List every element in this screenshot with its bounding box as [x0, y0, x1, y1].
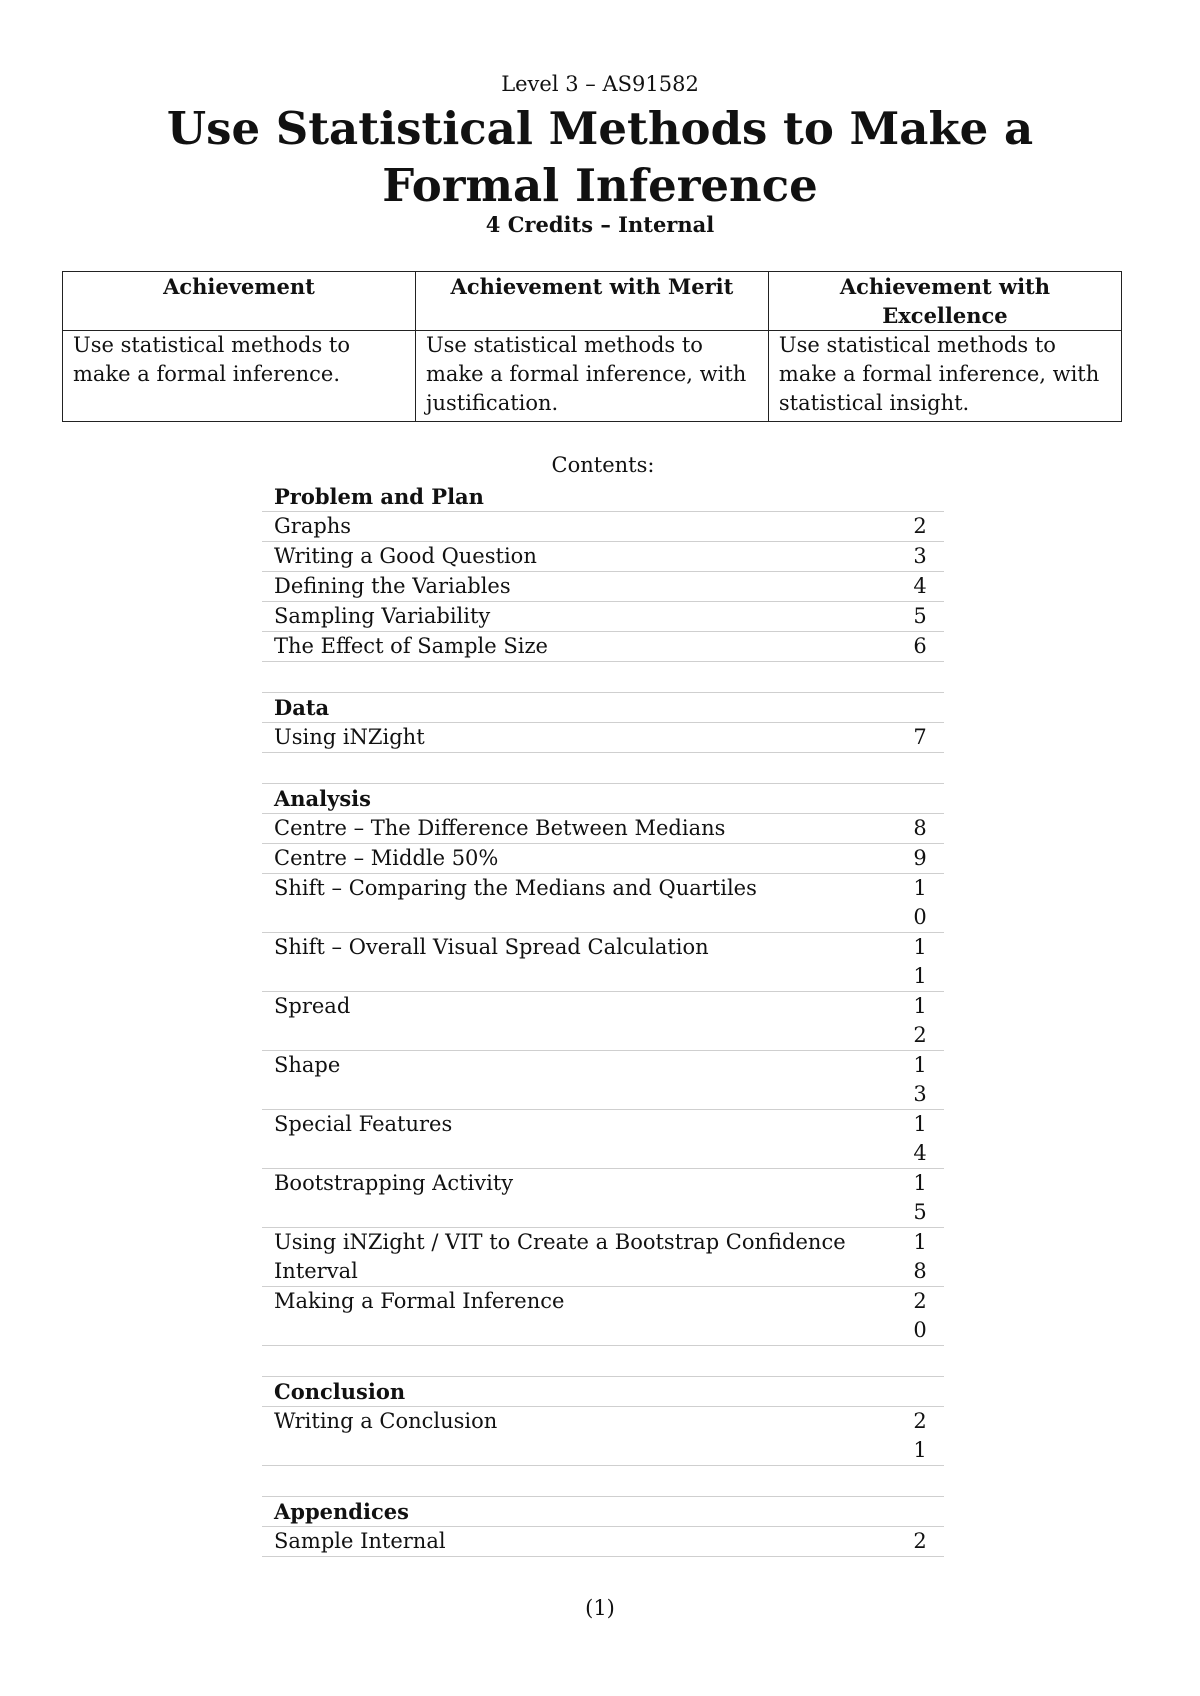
- criteria-header-row: [63, 272, 1122, 331]
- toc-entry: [262, 1051, 944, 1110]
- toc-entry-label: Writing a Good Question: [274, 544, 537, 568]
- page-number: (1): [585, 1596, 615, 1620]
- toc-entry-label: [262, 662, 908, 692]
- toc-spacer-row: [262, 662, 944, 693]
- toc-entry-page: 14: [913, 1112, 927, 1165]
- toc-entry-label: Spread: [274, 994, 351, 1018]
- toc-entry-page: 2: [913, 514, 927, 538]
- level-code: Level 3 – AS91582: [501, 72, 699, 96]
- toc-section-heading: [262, 784, 944, 814]
- toc-entry-label: Defining the Variables: [274, 574, 511, 598]
- header-excellence: Achievement with Excellence: [768, 272, 1121, 331]
- toc-entry-page: 5: [913, 604, 927, 628]
- toc-entry-label: Centre – Middle 50%: [274, 846, 499, 870]
- toc-entry-label: Sample Internal: [274, 1529, 446, 1553]
- credits-line: 4 Credits – Internal: [485, 212, 715, 237]
- toc-entry: [262, 1228, 944, 1287]
- merit-description: Use statistical methods to make a formal inference, with justification.: [415, 331, 768, 422]
- toc-entry-page: 9: [913, 846, 927, 870]
- achievement-criteria-table: [62, 271, 1122, 422]
- toc-entry: [262, 1407, 944, 1466]
- toc-entry-label: Special Features: [274, 1112, 453, 1136]
- toc-entry-label: Graphs: [274, 514, 352, 538]
- toc-entry: [262, 602, 944, 632]
- toc-entry-label: The Effect of Sample Size: [274, 634, 548, 658]
- toc-entry-page: 11: [913, 935, 927, 988]
- toc-entry-page: 8: [913, 816, 927, 840]
- toc-entry: [262, 572, 944, 602]
- contents-label: Contents:: [551, 453, 655, 477]
- toc-entry-page: [908, 784, 932, 813]
- toc-entry-page: 12: [913, 994, 927, 1047]
- toc-entry-label: Problem and Plan: [274, 484, 484, 509]
- header-achievement: Achievement: [63, 272, 416, 331]
- document-title: Use Statistical Methods to Make a Formal Inference: [166, 102, 1034, 212]
- toc-entry-page: [908, 662, 932, 692]
- toc-entry: [262, 933, 944, 992]
- toc-entry: [262, 1110, 944, 1169]
- toc-entry-page: 18: [913, 1230, 927, 1283]
- toc-entry: [262, 723, 944, 753]
- toc-entry: [262, 992, 944, 1051]
- toc-entry: [262, 1527, 944, 1557]
- toc-spacer-row: [262, 1346, 944, 1377]
- table-of-contents: [262, 482, 944, 1557]
- toc-entry: [262, 512, 944, 542]
- toc-entry-page: 4: [913, 574, 927, 598]
- toc-entry: [262, 844, 944, 874]
- toc-entry-label: Making a Formal Inference: [274, 1289, 565, 1313]
- toc-section-heading: [262, 482, 944, 512]
- criteria-description-row: [63, 331, 1122, 422]
- toc-entry-page: 10: [913, 876, 927, 929]
- toc-entry-label: Appendices: [274, 1499, 409, 1524]
- toc-entry-page: 7: [913, 725, 927, 749]
- toc-entry-page: [908, 1346, 932, 1376]
- toc-entry: [262, 632, 944, 662]
- toc-entry-page: [908, 693, 932, 722]
- toc-entry-label: Sampling Variability: [274, 604, 491, 628]
- excellence-description: Use statistical methods to make a formal inference, with statistical insight.: [768, 331, 1121, 422]
- toc-entry-label: Writing a Conclusion: [274, 1409, 498, 1433]
- toc-entry-page: [908, 1497, 932, 1526]
- toc-entry-label: Analysis: [274, 786, 371, 811]
- toc-entry: [262, 1287, 944, 1346]
- toc-entry-page: 6: [913, 634, 927, 658]
- toc-entry-label: [262, 1466, 908, 1496]
- toc-section-heading: [262, 1497, 944, 1527]
- toc-entry-page: [908, 1377, 932, 1406]
- toc-entry-page: [908, 1466, 932, 1496]
- toc-spacer-row: [262, 753, 944, 784]
- toc-spacer-row: [262, 1466, 944, 1497]
- toc-section-heading: [262, 1377, 944, 1407]
- toc-entry-page: 20: [913, 1289, 927, 1342]
- toc-entry-page: [908, 482, 932, 511]
- toc-entry-label: [262, 1346, 908, 1376]
- toc-entry-label: Conclusion: [274, 1379, 406, 1404]
- toc-entry-page: 3: [913, 544, 927, 568]
- header-merit: Achievement with Merit: [415, 272, 768, 331]
- toc-entry-label: Using iNZight: [274, 725, 425, 749]
- toc-entry: [262, 1169, 944, 1228]
- toc-entry-label: Centre – The Difference Between Medians: [274, 816, 726, 840]
- toc-entry-page: [908, 753, 932, 783]
- toc-entry: [262, 542, 944, 572]
- toc-entry-label: Shift – Comparing the Medians and Quartiles: [274, 876, 757, 900]
- toc-entry-label: Using iNZight / VIT to Create a Bootstrap Confidence Interval: [274, 1230, 846, 1283]
- toc-entry: [262, 874, 944, 933]
- toc-entry-label: [262, 753, 908, 783]
- toc-section-heading: [262, 693, 944, 723]
- achievement-description: Use statistical methods to make a formal inference.: [63, 331, 416, 422]
- toc-entry-page: 13: [913, 1053, 927, 1106]
- toc-entry-label: Shift – Overall Visual Spread Calculation: [274, 935, 709, 959]
- toc-entry: [262, 814, 944, 844]
- toc-entry-label: Shape: [274, 1053, 341, 1077]
- toc-entry-page: 21: [913, 1409, 927, 1462]
- toc-entry-label: Data: [274, 695, 330, 720]
- toc-entry-label: Bootstrapping Activity: [274, 1171, 514, 1195]
- toc-entry-page: 15: [913, 1171, 927, 1224]
- toc-entry-page: 2: [913, 1529, 927, 1553]
